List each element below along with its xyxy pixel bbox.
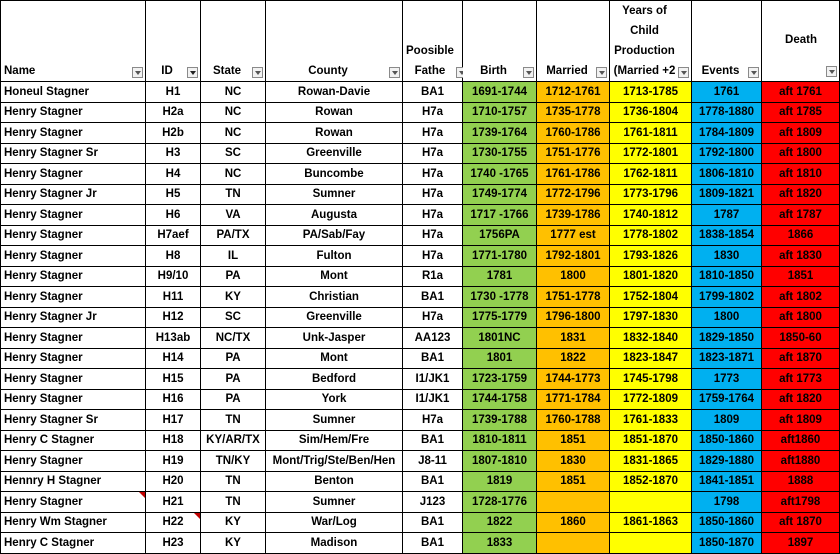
cell-father[interactable]: BA1 bbox=[403, 471, 463, 492]
cell-events[interactable]: 1850-1870 bbox=[692, 533, 762, 554]
cell-years[interactable]: 1761-1833 bbox=[610, 410, 692, 431]
cell-married[interactable]: 1744-1773 bbox=[537, 369, 610, 390]
cell-married[interactable]: 1751-1778 bbox=[537, 287, 610, 308]
column-header-years-line-3: Production bbox=[614, 45, 675, 57]
cell-id[interactable]: H14 bbox=[146, 348, 201, 369]
column-header-birth bbox=[463, 1, 537, 82]
cell-id[interactable]: H7aef bbox=[146, 225, 201, 246]
cell-father[interactable]: H7a bbox=[403, 307, 463, 328]
cell-death[interactable]: aft 1810 bbox=[762, 164, 840, 185]
cell-years[interactable] bbox=[610, 533, 692, 554]
cell-id[interactable]: H16 bbox=[146, 389, 201, 410]
cell-id[interactable]: H12 bbox=[146, 307, 201, 328]
cell-father[interactable]: BA1 bbox=[403, 82, 463, 103]
cell-death[interactable]: aft 1802 bbox=[762, 287, 840, 308]
column-header-death-label: Death bbox=[785, 34, 817, 46]
cell-years[interactable] bbox=[610, 492, 692, 513]
filter-dropdown-icon[interactable] bbox=[678, 67, 689, 78]
cell-county[interactable]: Rowan bbox=[266, 102, 403, 123]
table-row bbox=[1, 123, 840, 144]
cell-years[interactable]: 1713-1785 bbox=[610, 82, 692, 103]
cell-years[interactable]: 1773-1796 bbox=[610, 184, 692, 205]
cell-birth[interactable]: 1723-1759 bbox=[463, 369, 537, 390]
column-header-father-line-2: Fathe bbox=[414, 65, 446, 77]
cell-married[interactable]: 1739-1786 bbox=[537, 205, 610, 226]
cell-name[interactable]: Henry Stagner bbox=[1, 451, 146, 472]
cell-death[interactable]: aft 1785 bbox=[762, 102, 840, 123]
cell-married[interactable]: 1760-1786 bbox=[537, 123, 610, 144]
column-header-name-label: Name bbox=[4, 65, 36, 77]
cell-state[interactable]: SC bbox=[201, 307, 266, 328]
cell-county[interactable]: Unk-Jasper bbox=[266, 328, 403, 349]
cell-name[interactable]: Henry Stagner Sr bbox=[1, 410, 146, 431]
cell-events[interactable]: 1787 bbox=[692, 205, 762, 226]
cell-married[interactable]: 1751-1776 bbox=[537, 143, 610, 164]
column-header-events-label: Events bbox=[701, 65, 740, 77]
cell-county[interactable]: Mont bbox=[266, 348, 403, 369]
cell-state[interactable]: TN/KY bbox=[201, 451, 266, 472]
cell-death[interactable]: 1888 bbox=[762, 471, 840, 492]
table-row bbox=[1, 430, 840, 451]
cell-name[interactable]: Henry Stagner bbox=[1, 266, 146, 287]
cell-county[interactable]: War/Log bbox=[266, 512, 403, 533]
cell-events[interactable]: 1761 bbox=[692, 82, 762, 103]
cell-married[interactable]: 1777 est bbox=[537, 225, 610, 246]
cell-id[interactable]: H15 bbox=[146, 369, 201, 390]
cell-events[interactable]: 1829-1850 bbox=[692, 328, 762, 349]
table-row bbox=[1, 328, 840, 349]
cell-events[interactable]: 1798 bbox=[692, 492, 762, 513]
cell-death[interactable]: aft 1820 bbox=[762, 389, 840, 410]
cell-father[interactable]: H7a bbox=[403, 246, 463, 267]
column-header-married-label: Married bbox=[546, 65, 588, 77]
cell-name[interactable]: Henry Stagner bbox=[1, 102, 146, 123]
column-header-death bbox=[762, 1, 840, 82]
cell-death[interactable]: aft 1830 bbox=[762, 246, 840, 267]
cell-years[interactable]: 1801-1820 bbox=[610, 266, 692, 287]
cell-id[interactable]: H2a bbox=[146, 102, 201, 123]
cell-birth[interactable]: 1717 -1766 bbox=[463, 205, 537, 226]
cell-name[interactable]: Henry Stagner bbox=[1, 369, 146, 390]
cell-events[interactable]: 1792-1800 bbox=[692, 143, 762, 164]
column-header-years-label bbox=[613, 1, 676, 81]
cell-years[interactable]: 1772-1801 bbox=[610, 143, 692, 164]
cell-married[interactable]: 1800 bbox=[537, 266, 610, 287]
cell-married[interactable]: 1851 bbox=[537, 471, 610, 492]
cell-years[interactable]: 1745-1798 bbox=[610, 369, 692, 390]
cell-death[interactable]: aft 1870 bbox=[762, 512, 840, 533]
cell-events[interactable]: 1800 bbox=[692, 307, 762, 328]
cell-events[interactable]: 1784-1809 bbox=[692, 123, 762, 144]
cell-married[interactable]: 1830 bbox=[537, 451, 610, 472]
column-header-married bbox=[537, 1, 610, 82]
cell-years[interactable]: 1861-1863 bbox=[610, 512, 692, 533]
cell-name[interactable]: Henry Stagner bbox=[1, 389, 146, 410]
cell-state[interactable]: KY bbox=[201, 512, 266, 533]
cell-birth[interactable]: 1801NC bbox=[463, 328, 537, 349]
comment-indicator-icon[interactable] bbox=[139, 492, 145, 498]
cell-state[interactable]: IL bbox=[201, 246, 266, 267]
column-header-id-label: ID bbox=[161, 65, 173, 77]
cell-father[interactable]: J123 bbox=[403, 492, 463, 513]
cell-events[interactable]: 1759-1764 bbox=[692, 389, 762, 410]
cell-married[interactable]: 1771-1784 bbox=[537, 389, 610, 410]
table-row bbox=[1, 287, 840, 308]
cell-name[interactable]: Henry Wm Stagner bbox=[1, 512, 146, 533]
cell-name[interactable]: Henry C Stagner bbox=[1, 533, 146, 554]
cell-county[interactable]: Bedford bbox=[266, 369, 403, 390]
cell-married[interactable]: 1831 bbox=[537, 328, 610, 349]
cell-events[interactable]: 1829-1880 bbox=[692, 451, 762, 472]
cell-state[interactable]: NC bbox=[201, 82, 266, 103]
cell-years[interactable]: 1736-1804 bbox=[610, 102, 692, 123]
cell-birth[interactable]: 1739-1764 bbox=[463, 123, 537, 144]
cell-birth[interactable]: 1728-1776 bbox=[463, 492, 537, 513]
table-row bbox=[1, 307, 840, 328]
cell-county[interactable]: Augusta bbox=[266, 205, 403, 226]
cell-events[interactable]: 1850-1860 bbox=[692, 512, 762, 533]
cell-father[interactable]: H7a bbox=[403, 205, 463, 226]
table-row bbox=[1, 533, 840, 554]
column-header-name bbox=[1, 1, 146, 82]
cell-death[interactable]: aft 1809 bbox=[762, 123, 840, 144]
cell-county[interactable]: Christian bbox=[266, 287, 403, 308]
cell-name[interactable]: Hennry H Stagner bbox=[1, 471, 146, 492]
table-row bbox=[1, 369, 840, 390]
cell-years[interactable]: 1793-1826 bbox=[610, 246, 692, 267]
table-row bbox=[1, 410, 840, 431]
cell-events[interactable]: 1799-1802 bbox=[692, 287, 762, 308]
cell-death[interactable]: 1866 bbox=[762, 225, 840, 246]
cell-birth[interactable]: 1744-1758 bbox=[463, 389, 537, 410]
cell-years[interactable]: 1831-1865 bbox=[610, 451, 692, 472]
cell-name[interactable]: Henry C Stagner bbox=[1, 430, 146, 451]
cell-married[interactable]: 1796-1800 bbox=[537, 307, 610, 328]
cell-state[interactable]: NC bbox=[201, 164, 266, 185]
table-row bbox=[1, 492, 840, 513]
cell-state[interactable]: KY bbox=[201, 533, 266, 554]
filter-dropdown-icon[interactable] bbox=[826, 66, 837, 77]
cell-county[interactable]: Fulton bbox=[266, 246, 403, 267]
cell-id[interactable]: H18 bbox=[146, 430, 201, 451]
cell-father[interactable]: BA1 bbox=[403, 533, 463, 554]
cell-state[interactable]: KY/AR/TX bbox=[201, 430, 266, 451]
filter-dropdown-icon[interactable] bbox=[748, 67, 759, 78]
cell-years[interactable]: 1762-1811 bbox=[610, 164, 692, 185]
cell-events[interactable]: 1850-1860 bbox=[692, 430, 762, 451]
cell-id[interactable]: H19 bbox=[146, 451, 201, 472]
cell-state[interactable]: KY bbox=[201, 287, 266, 308]
cell-county[interactable]: Madison bbox=[266, 533, 403, 554]
cell-county[interactable]: Rowan bbox=[266, 123, 403, 144]
cell-name[interactable]: Henry Stagner bbox=[1, 164, 146, 185]
cell-married[interactable]: 1822 bbox=[537, 348, 610, 369]
column-header-father-line-1: Poosible bbox=[406, 45, 454, 57]
column-header-id bbox=[146, 1, 201, 82]
cell-birth[interactable]: 1691-1744 bbox=[463, 82, 537, 103]
cell-name[interactable]: Henry Stagner bbox=[1, 287, 146, 308]
cell-death[interactable]: aft 1870 bbox=[762, 348, 840, 369]
cell-death[interactable]: 1850-60 bbox=[762, 328, 840, 349]
cell-birth[interactable]: 1807-1810 bbox=[463, 451, 537, 472]
cell-county[interactable]: PA/Sab/Fay bbox=[266, 225, 403, 246]
cell-state[interactable]: TN bbox=[201, 410, 266, 431]
cell-state[interactable]: SC bbox=[201, 143, 266, 164]
cell-father[interactable]: H7a bbox=[403, 143, 463, 164]
cell-birth[interactable]: 1739-1788 bbox=[463, 410, 537, 431]
cell-birth[interactable]: 1819 bbox=[463, 471, 537, 492]
cell-name[interactable]: Henry Stagner bbox=[1, 123, 146, 144]
column-header-county-label: County bbox=[308, 65, 348, 77]
cell-state[interactable]: PA bbox=[201, 369, 266, 390]
table-row bbox=[1, 205, 840, 226]
cell-id[interactable]: H6 bbox=[146, 205, 201, 226]
cell-county[interactable]: Rowan-Davie bbox=[266, 82, 403, 103]
cell-id[interactable]: H22 bbox=[146, 512, 201, 533]
sort-filter-dropdown-icon[interactable] bbox=[187, 67, 198, 78]
cell-state[interactable]: NC/TX bbox=[201, 328, 266, 349]
cell-death[interactable]: 1897 bbox=[762, 533, 840, 554]
cell-id[interactable]: H2b bbox=[146, 123, 201, 144]
cell-state[interactable]: PA bbox=[201, 389, 266, 410]
cell-county[interactable]: York bbox=[266, 389, 403, 410]
cell-married[interactable]: 1712-1761 bbox=[537, 82, 610, 103]
column-header-events bbox=[692, 1, 762, 82]
cell-years[interactable]: 1797-1830 bbox=[610, 307, 692, 328]
cell-id[interactable]: H17 bbox=[146, 410, 201, 431]
column-header-years bbox=[610, 1, 692, 82]
cell-father[interactable]: H7a bbox=[403, 164, 463, 185]
cell-father[interactable]: BA1 bbox=[403, 348, 463, 369]
column-header-county bbox=[266, 1, 403, 82]
cell-name[interactable]: Honeul Stagner bbox=[1, 82, 146, 103]
cell-birth[interactable]: 1710-1757 bbox=[463, 102, 537, 123]
cell-years[interactable]: 1832-1840 bbox=[610, 328, 692, 349]
cell-death[interactable]: aft1860 bbox=[762, 430, 840, 451]
cell-birth[interactable]: 1740 -1765 bbox=[463, 164, 537, 185]
table-row bbox=[1, 471, 840, 492]
cell-birth[interactable]: 1801 bbox=[463, 348, 537, 369]
cell-state[interactable]: PA bbox=[201, 348, 266, 369]
cell-death[interactable]: aft1880 bbox=[762, 451, 840, 472]
column-header-state bbox=[201, 1, 266, 82]
cell-events[interactable]: 1806-1810 bbox=[692, 164, 762, 185]
comment-indicator-icon[interactable] bbox=[194, 513, 200, 519]
cell-father[interactable]: H7a bbox=[403, 102, 463, 123]
cell-events[interactable]: 1838-1854 bbox=[692, 225, 762, 246]
cell-county[interactable]: Sumner bbox=[266, 410, 403, 431]
cell-father[interactable]: H7a bbox=[403, 225, 463, 246]
cell-death[interactable]: 1851 bbox=[762, 266, 840, 287]
column-header-state-label: State bbox=[212, 65, 242, 77]
cell-father[interactable]: BA1 bbox=[403, 287, 463, 308]
table-row bbox=[1, 512, 840, 533]
cell-birth[interactable]: 1771-1780 bbox=[463, 246, 537, 267]
cell-id[interactable]: H1 bbox=[146, 82, 201, 103]
cell-state[interactable]: PA bbox=[201, 266, 266, 287]
cell-county[interactable]: Greenville bbox=[266, 307, 403, 328]
cell-id[interactable]: H20 bbox=[146, 471, 201, 492]
cell-death[interactable]: aft 1820 bbox=[762, 184, 840, 205]
filter-dropdown-icon[interactable] bbox=[523, 67, 534, 78]
cell-events[interactable]: 1809 bbox=[692, 410, 762, 431]
cell-years[interactable]: 1852-1870 bbox=[610, 471, 692, 492]
header-row bbox=[1, 1, 840, 82]
cell-state[interactable]: VA bbox=[201, 205, 266, 226]
cell-married[interactable] bbox=[537, 533, 610, 554]
column-header-father-label bbox=[406, 41, 454, 81]
cell-county[interactable]: Sumner bbox=[266, 184, 403, 205]
cell-name[interactable]: Henry Stagner Sr bbox=[1, 143, 146, 164]
cell-events[interactable]: 1830 bbox=[692, 246, 762, 267]
cell-married[interactable]: 1760-1788 bbox=[537, 410, 610, 431]
cell-state[interactable]: PA/TX bbox=[201, 225, 266, 246]
cell-birth[interactable]: 1810-1811 bbox=[463, 430, 537, 451]
cell-father[interactable]: H7a bbox=[403, 123, 463, 144]
cell-father[interactable]: BA1 bbox=[403, 430, 463, 451]
table-row bbox=[1, 246, 840, 267]
cell-death[interactable]: aft 1809 bbox=[762, 410, 840, 431]
table-row bbox=[1, 266, 840, 287]
cell-birth[interactable]: 1775-1779 bbox=[463, 307, 537, 328]
cell-name[interactable]: Henry Stagner bbox=[1, 225, 146, 246]
cell-death[interactable]: aft 1773 bbox=[762, 369, 840, 390]
cell-county[interactable]: Greenville bbox=[266, 143, 403, 164]
column-header-birth-label: Birth bbox=[480, 65, 507, 77]
filter-dropdown-icon[interactable] bbox=[389, 67, 400, 78]
table-row bbox=[1, 184, 840, 205]
cell-id[interactable]: H5 bbox=[146, 184, 201, 205]
table-row bbox=[1, 451, 840, 472]
cell-state[interactable]: NC bbox=[201, 102, 266, 123]
cell-name[interactable]: Henry Stagner bbox=[1, 205, 146, 226]
cell-death[interactable]: aft 1761 bbox=[762, 82, 840, 103]
cell-years[interactable]: 1752-1804 bbox=[610, 287, 692, 308]
cell-birth[interactable]: 1749-1774 bbox=[463, 184, 537, 205]
cell-id[interactable]: H3 bbox=[146, 143, 201, 164]
cell-death[interactable]: aft1798 bbox=[762, 492, 840, 513]
filter-dropdown-icon[interactable] bbox=[596, 67, 607, 78]
cell-death[interactable]: aft 1787 bbox=[762, 205, 840, 226]
cell-events[interactable]: 1823-1871 bbox=[692, 348, 762, 369]
cell-name[interactable]: Henry Stagner bbox=[1, 348, 146, 369]
cell-father[interactable]: H7a bbox=[403, 410, 463, 431]
cell-id[interactable]: H4 bbox=[146, 164, 201, 185]
cell-married[interactable]: 1772-1796 bbox=[537, 184, 610, 205]
cell-years[interactable]: 1851-1870 bbox=[610, 430, 692, 451]
cell-years[interactable]: 1823-1847 bbox=[610, 348, 692, 369]
cell-years[interactable]: 1740-1812 bbox=[610, 205, 692, 226]
column-header-years-line-2: Child bbox=[630, 25, 659, 37]
table-row bbox=[1, 102, 840, 123]
cell-events[interactable]: 1778-1880 bbox=[692, 102, 762, 123]
cell-id[interactable]: H9/10 bbox=[146, 266, 201, 287]
cell-id[interactable]: H21 bbox=[146, 492, 201, 513]
cell-state[interactable]: TN bbox=[201, 184, 266, 205]
cell-birth[interactable]: 1730-1755 bbox=[463, 143, 537, 164]
cell-years[interactable]: 1772-1809 bbox=[610, 389, 692, 410]
cell-name[interactable]: Henry Stagner bbox=[1, 328, 146, 349]
cell-years[interactable]: 1761-1811 bbox=[610, 123, 692, 144]
cell-father[interactable]: J8-11 bbox=[403, 451, 463, 472]
column-header-father bbox=[403, 1, 463, 82]
filter-dropdown-icon[interactable] bbox=[252, 67, 263, 78]
cell-county[interactable]: Buncombe bbox=[266, 164, 403, 185]
cell-years[interactable]: 1778-1802 bbox=[610, 225, 692, 246]
cell-events[interactable]: 1810-1850 bbox=[692, 266, 762, 287]
cell-events[interactable]: 1841-1851 bbox=[692, 471, 762, 492]
cell-state[interactable]: TN bbox=[201, 471, 266, 492]
filter-dropdown-icon[interactable] bbox=[132, 67, 143, 78]
cell-events[interactable]: 1773 bbox=[692, 369, 762, 390]
cell-county[interactable]: Sim/Hem/Fre bbox=[266, 430, 403, 451]
cell-birth[interactable]: 1833 bbox=[463, 533, 537, 554]
table-row bbox=[1, 164, 840, 185]
cell-state[interactable]: TN bbox=[201, 492, 266, 513]
cell-married[interactable] bbox=[537, 492, 610, 513]
cell-id[interactable]: H23 bbox=[146, 533, 201, 554]
cell-name[interactable]: Henry Stagner Jr bbox=[1, 307, 146, 328]
cell-state[interactable]: NC bbox=[201, 123, 266, 144]
cell-father[interactable]: I1/JK1 bbox=[403, 389, 463, 410]
cell-id[interactable]: H8 bbox=[146, 246, 201, 267]
cell-married[interactable]: 1792-1801 bbox=[537, 246, 610, 267]
cell-married[interactable]: 1761-1786 bbox=[537, 164, 610, 185]
cell-birth[interactable]: 1730 -1778 bbox=[463, 287, 537, 308]
table-row bbox=[1, 348, 840, 369]
cell-id[interactable]: H11 bbox=[146, 287, 201, 308]
cell-county[interactable]: Benton bbox=[266, 471, 403, 492]
cell-name[interactable]: Henry Stagner bbox=[1, 246, 146, 267]
cell-county[interactable]: Mont/Trig/Ste/Ben/Hen bbox=[266, 451, 403, 472]
cell-name[interactable]: Henry Stagner bbox=[1, 492, 146, 513]
cell-death[interactable]: aft 1800 bbox=[762, 307, 840, 328]
cell-death[interactable]: aft 1800 bbox=[762, 143, 840, 164]
cell-father[interactable]: I1/JK1 bbox=[403, 369, 463, 390]
cell-county[interactable]: Mont bbox=[266, 266, 403, 287]
cell-events[interactable]: 1809-1821 bbox=[692, 184, 762, 205]
cell-father[interactable]: AA123 bbox=[403, 328, 463, 349]
column-header-years-line-4: (Married +2 bbox=[613, 65, 676, 77]
cell-married[interactable]: 1735-1778 bbox=[537, 102, 610, 123]
cell-birth[interactable]: 1822 bbox=[463, 512, 537, 533]
column-header-years-line-1: Years of bbox=[622, 5, 667, 17]
cell-id[interactable]: H13ab bbox=[146, 328, 201, 349]
cell-married[interactable]: 1860 bbox=[537, 512, 610, 533]
cell-father[interactable]: R1a bbox=[403, 266, 463, 287]
cell-county[interactable]: Sumner bbox=[266, 492, 403, 513]
cell-married[interactable]: 1851 bbox=[537, 430, 610, 451]
table-row bbox=[1, 143, 840, 164]
table-row bbox=[1, 225, 840, 246]
cell-father[interactable]: H7a bbox=[403, 184, 463, 205]
cell-name[interactable]: Henry Stagner Jr bbox=[1, 184, 146, 205]
table-row bbox=[1, 389, 840, 410]
cell-birth[interactable]: 1756PA bbox=[463, 225, 537, 246]
cell-father[interactable]: BA1 bbox=[403, 512, 463, 533]
table-row bbox=[1, 82, 840, 103]
cell-birth[interactable]: 1781 bbox=[463, 266, 537, 287]
